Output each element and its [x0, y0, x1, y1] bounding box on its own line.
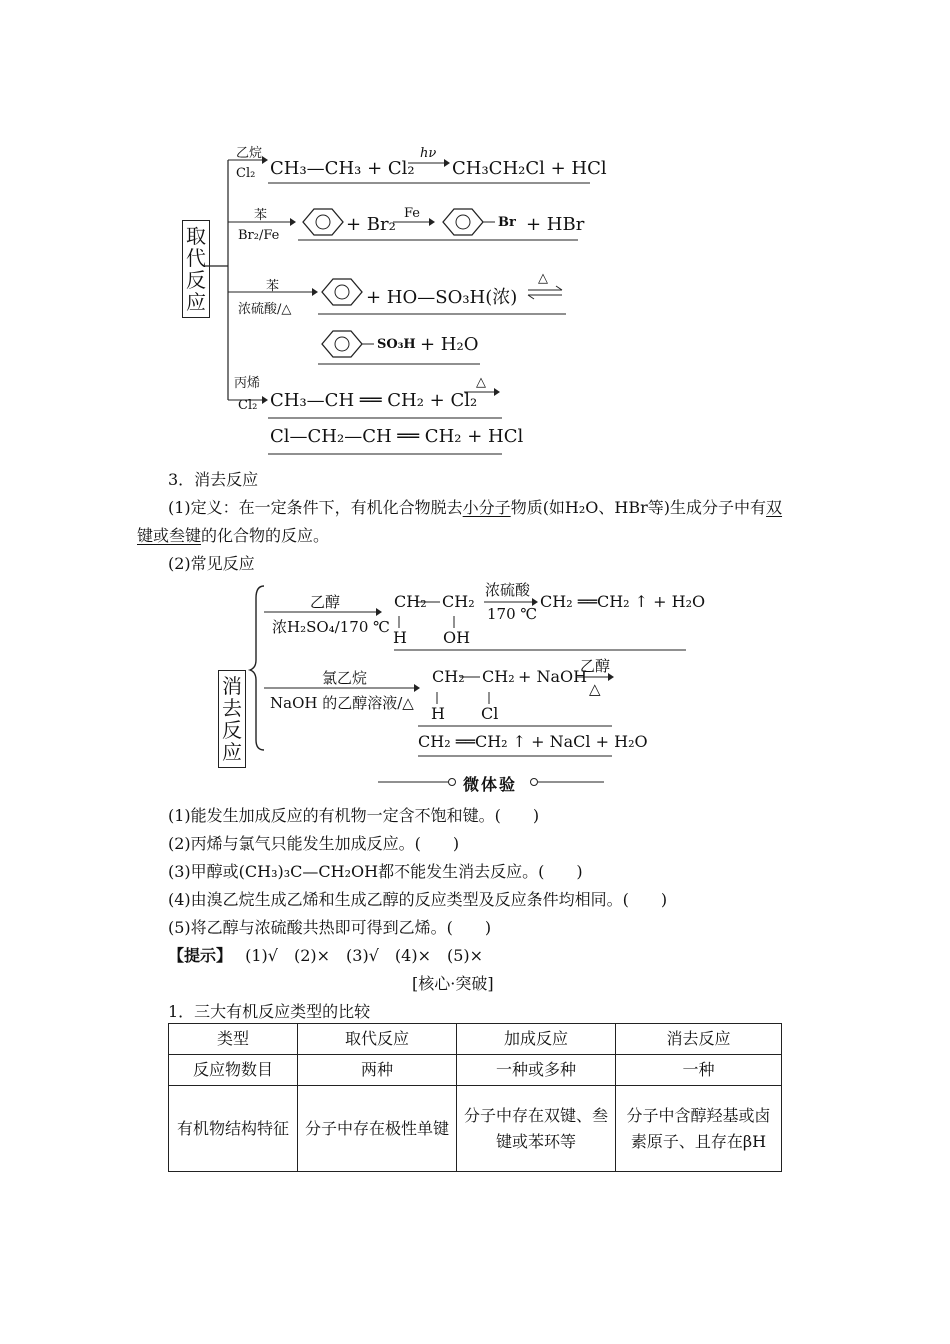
micro-item-3: (3)甲醇或(CH₃)₃C—CH₂OH都不能发生消去反应。( )	[168, 862, 583, 881]
sub-condition-3: 浓硫酸/△	[238, 302, 292, 317]
elim-r1-product: CH₂ ══CH₂ ↑ + H₂O	[540, 592, 706, 611]
def-mid: 物质(如H₂O、HBr等)生成分子中有	[510, 498, 767, 517]
table-row	[169, 1055, 782, 1086]
section3-heading: 3．消去反应	[168, 470, 259, 489]
table-cell: 分子中含醇羟基或卤素原子、且存在βH	[616, 1086, 782, 1172]
def-suffix: 的化合物的反应。	[201, 526, 330, 545]
table-header-cell: 取代反应	[298, 1024, 457, 1055]
elim-r1-sub2: OH	[443, 628, 471, 647]
table-header-cell: 消去反应	[616, 1024, 782, 1055]
sub-reactant-extra-2: + Br₂	[346, 214, 396, 235]
elim-r2-sub2: Cl	[481, 704, 499, 723]
sub-product-extra-2: + HBr	[526, 214, 585, 235]
table-cell: 反应物数目	[169, 1055, 298, 1086]
hint-label: 【提示】	[168, 946, 233, 965]
elim-r2-reagent: 氯乙烷	[322, 669, 368, 687]
elim-r2-arrow-bottom: △	[589, 680, 601, 698]
def-underline-bond: 键或叁键	[137, 526, 202, 545]
core-heading: 1．三大有机反应类型的比较	[168, 1002, 371, 1021]
elim-r1-c2: CH₂	[442, 592, 475, 611]
elim-r2-arrow-top: 乙醇	[580, 657, 611, 675]
sub-eq-right-4: Cl—CH₂—CH ══ CH₂ + HCl	[270, 426, 524, 447]
def-underline-small-molecule: 小分子	[462, 498, 511, 517]
elim-r2-c1: CH₂	[432, 667, 465, 686]
sub-reagent-4: 丙烯	[234, 376, 261, 391]
micro-item-4: (4)由溴乙烷生成乙烯和生成乙醇的反应类型及反应条件均相同。( )	[168, 890, 668, 909]
substitution-label: 取代反应	[186, 224, 206, 314]
sub-reagent-1: 乙烷	[236, 146, 263, 161]
elim-r2-extra: + NaOH	[518, 667, 588, 686]
table-header-row	[169, 1024, 782, 1055]
elim-r2-product: CH₂ ══CH₂ ↑ + NaCl + H₂O	[418, 732, 648, 751]
elim-r1-arrow-bottom: 170 ℃	[487, 605, 538, 623]
table-cell: 分子中存在双键、叁键或苯环等	[457, 1086, 616, 1172]
sub-eq-left-1: CH₃—CH₃ + Cl₂	[270, 158, 415, 179]
micro-title: 微体验	[463, 775, 518, 794]
sub-arrow-cond-4: △	[476, 375, 486, 390]
micro-item-5: (5)将乙醇与浓硫酸共热即可得到乙烯。( )	[168, 918, 492, 937]
elim-r2-sub1: H	[431, 704, 445, 723]
table-row	[169, 1086, 782, 1172]
sub-product-extra-3: + H₂O	[420, 334, 479, 355]
sub-arrow-cond-1: hν	[420, 146, 437, 161]
table-cell: 一种或多种	[457, 1055, 616, 1086]
elim-r1-c1: CH₂	[394, 592, 427, 611]
section3-common: (2)常见反应	[168, 554, 255, 573]
elim-r1-sub1: H	[393, 628, 407, 647]
sub-eq-right-1: CH₃CH₂Cl + HCl	[452, 158, 607, 179]
table-cell: 有机物结构特征	[169, 1086, 298, 1172]
def-prefix: (1)定义：在一定条件下，有机化合物脱去	[168, 498, 463, 517]
hint-answers: (1)√ (2)× (3)√ (4)× (5)×	[245, 946, 484, 965]
table-header-cell: 加成反应	[457, 1024, 616, 1055]
elim-r2-c2: CH₂	[482, 667, 515, 686]
table-cell: 分子中存在极性单键	[298, 1086, 457, 1172]
sub-product-group-3: SO₃H	[377, 337, 416, 352]
sub-condition-2: Br₂/Fe	[238, 228, 280, 243]
elim-r1-arrow-top: 浓硫酸	[485, 581, 531, 599]
table-header-cell: 类型	[169, 1024, 298, 1055]
elim-r1-reagent: 乙醇	[310, 593, 341, 611]
elim-r1-condition: 浓H₂SO₄/170 ℃	[272, 618, 390, 636]
sub-arrow-cond-2: Fe	[404, 206, 421, 221]
def-underline-double: 双	[766, 498, 783, 517]
elim-r2-condition: NaOH 的乙醇溶液/△	[270, 694, 414, 712]
table-cell: 一种	[616, 1055, 782, 1086]
comparison-table	[168, 1023, 782, 1172]
sub-reagent-3: 苯	[266, 279, 280, 294]
sub-condition-4: Cl₂	[238, 398, 258, 413]
micro-item-2: (2)丙烯与氯气只能发生加成反应。( )	[168, 834, 460, 853]
sub-product-group-2: Br	[498, 215, 516, 230]
sub-arrow-cond-3: △	[538, 271, 548, 286]
sub-reagent-2: 苯	[254, 208, 268, 223]
core-title: [核心·突破]	[412, 974, 494, 993]
sub-condition-1: Cl₂	[236, 166, 256, 181]
elimination-label: 消去反应	[222, 674, 242, 764]
table-cell: 两种	[298, 1055, 457, 1086]
sub-reactant-extra-3: + HO—SO₃H(浓)	[366, 287, 518, 308]
micro-hint	[168, 943, 483, 966]
sub-eq-left-4: CH₃—CH ══ CH₂ + Cl₂	[270, 390, 478, 411]
micro-item-1: (1)能发生加成反应的有机物一定含不饱和键。( )	[168, 806, 540, 825]
